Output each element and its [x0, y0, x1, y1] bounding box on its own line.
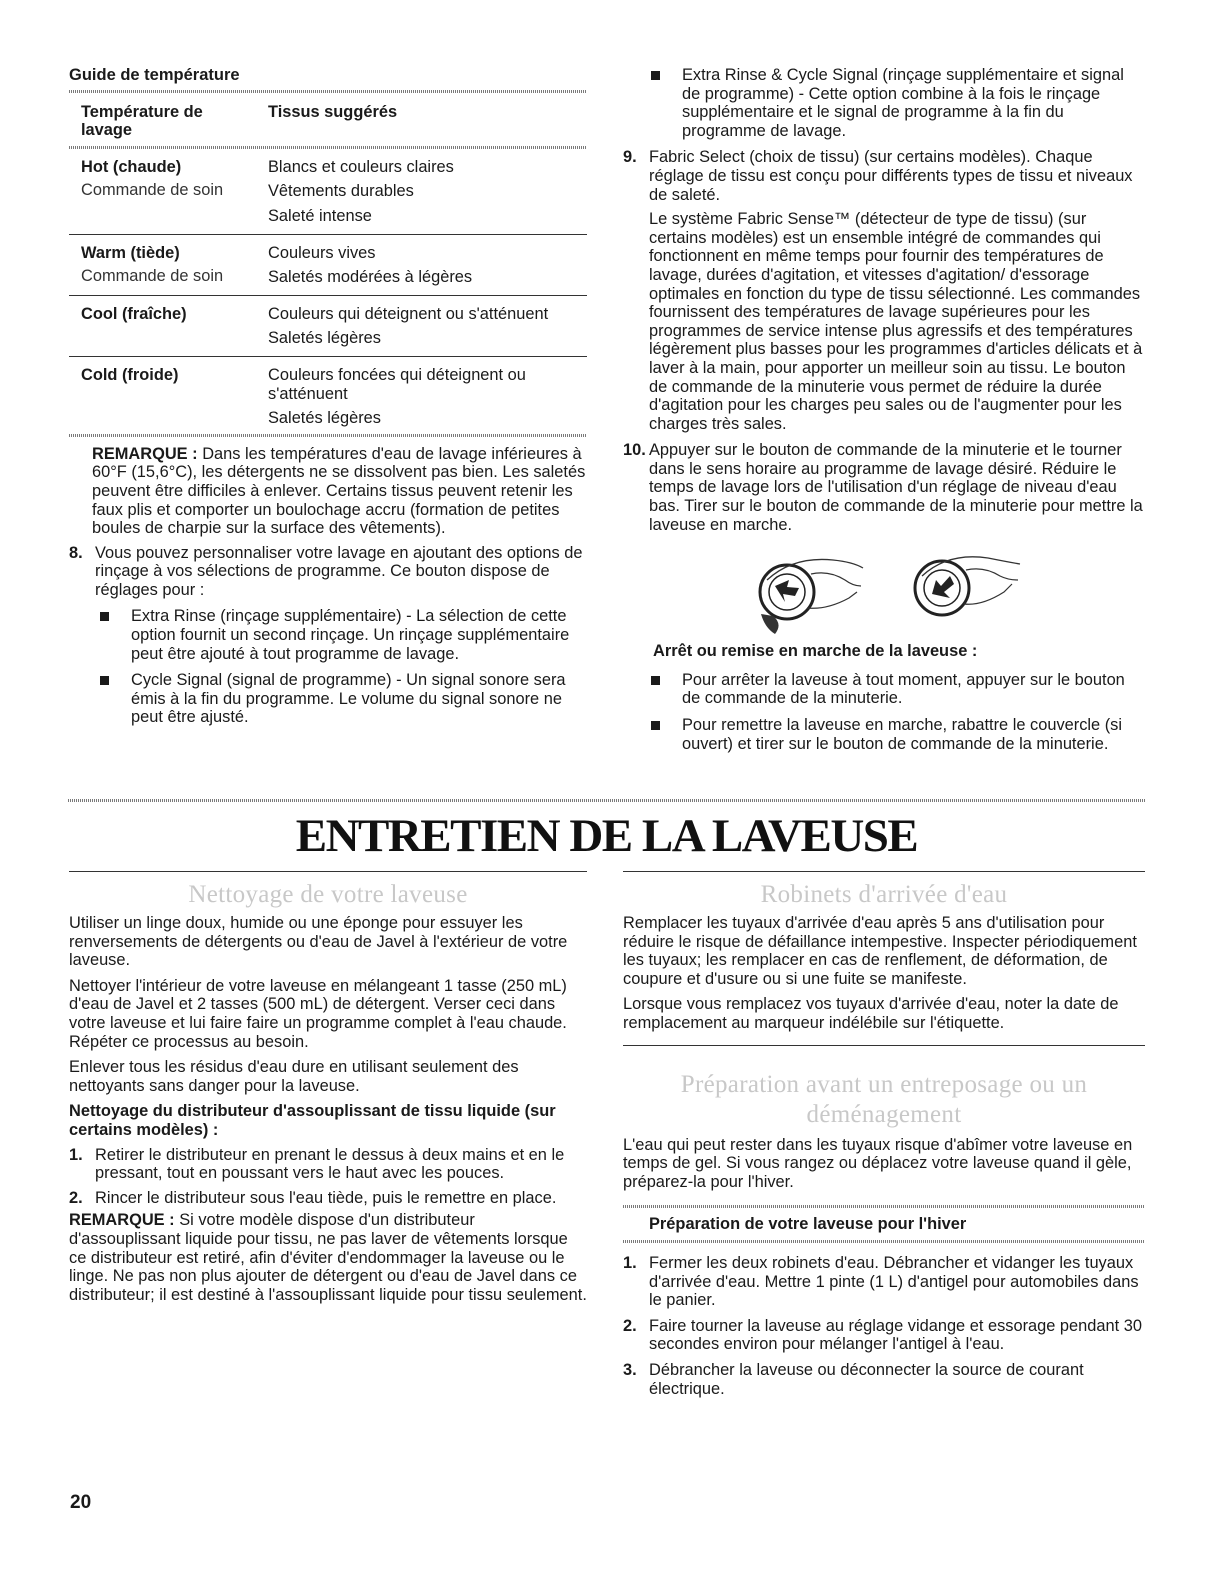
bullet-icon: [100, 676, 109, 685]
step-item: [69, 1189, 587, 1208]
temp-sublabel: Commande de soin: [81, 181, 224, 200]
subheading: Préparation de votre laveuse pour l'hiver: [649, 1215, 967, 1234]
bullet-icon: [651, 721, 660, 730]
instruction-item-9: [623, 148, 1145, 433]
section-title: Nettoyage de votre laveuse: [188, 881, 468, 908]
left-bottom-column: [69, 871, 587, 1304]
fabric-item: Vêtements durables: [268, 182, 414, 201]
step-item: [623, 1361, 1145, 1398]
subheading: Nettoyage du distributeur d'assouplissant de tissu liquide (sur certains modèles) :: [69, 1102, 556, 1139]
bullet-icon: [651, 676, 660, 685]
temp-row-hot: [69, 149, 587, 235]
remarque-text: Dans les températures d'eau de lavage inférieures à 60°F (15,6°C), les détergents ne se dissolvent pas bien. Les saletés peuvent être difficiles à enlever. Certains tissus peuvent retenir les faux plis et comporter un boulochage accru (formation de petites boules de charpie sur la surface des vêtements).: [92, 444, 586, 538]
paragraph: Lorsque vous remplacez vos tuyaux d'arrivée d'eau, noter la date de remplacement au marqueur indélébile sur l'étiquette.: [623, 995, 1119, 1032]
remarque-label: REMARQUE :: [69, 1211, 175, 1230]
item-text: Appuyer sur le bouton de commande de la minuterie et le tourner dans le sens horaire au programme de lavage désiré. Réduire le temps de lavage lors de l'utilisation d'un réglage de niveau d'eau bas. Tirer sur le bouton de commande de la minuterie pour mettre la laveuse en marche.: [649, 441, 1143, 534]
remarque-label: REMARQUE :: [92, 444, 198, 463]
stop-heading: Arrêt ou remise en marche de la laveuse :: [653, 642, 978, 661]
header-wash-temp: Température de lavage: [81, 102, 203, 140]
step-item: [69, 1146, 587, 1183]
temp-label: Cool (fraîche): [81, 304, 187, 323]
step-number: 3.: [623, 1360, 637, 1379]
fabric-item: Saleté intense: [268, 206, 372, 225]
bullet-item: Cycle Signal (signal de programme) - Un signal sonore sera émis à la fin du programme. Le volume du signal sonore ne peut être ajusté.: [95, 671, 587, 727]
step-number: 2.: [623, 1316, 637, 1335]
temp-label: Hot (chaude): [81, 157, 182, 176]
item-text: Le système Fabric Sense™ (détecteur de type de tissu) (sur certains modèles) est un ensemble intégré de commandes qui fonctionnent en même temps pour fournir des températures de lavage, durées d'agitation, et vitesses d'agitation/ d'essorage optimales en fonction du type de tissu sélectionné. Les commandes fournissent des températures de lavage supérieures pour les programmes de service intense plus agressifs et des températures légèrement plus basses pour les programmes d'articles délicats et à laver à la main, pour apporter un meilleur soin au tissu. Le bouton de commande de la minuterie vous permet de réduire la durée d'agitation pour les charges peu sales ou de l'augmenter pour les charges très sales.: [649, 210, 1143, 433]
fabric-item: Saletés légères: [268, 409, 381, 428]
temp-row-cool: [69, 296, 587, 357]
fabric-item: Blancs et couleurs claires: [268, 157, 454, 176]
divider: [623, 1205, 1145, 1208]
item-text: Fabric Select (choix de tissu) (sur certains modèles). Chaque réglage de tissu est conçu pour différents types de tissu et niveaux de saleté.: [649, 148, 1133, 204]
section-divider: [68, 799, 1145, 802]
instruction-item-10: [623, 441, 1145, 534]
step-text: Retirer le distributeur en prenant le dessus à deux mains et en le pressant, tout en poussant vers le haut avec les pouces.: [95, 1145, 565, 1183]
bullet-icon: [651, 71, 660, 80]
step-number: 1.: [69, 1145, 83, 1164]
step-text: Faire tourner la laveuse au réglage vidange et essorage pendant 30 secondes environ pour mélanger l'antigel à l'eau.: [649, 1316, 1142, 1354]
item-number: 9.: [623, 148, 637, 167]
fabric-item: Couleurs qui déteignent ou s'atténuent: [268, 304, 549, 323]
paragraph: Enlever tous les résidus d'eau dure en utilisant seulement des nettoyants sans danger pour la laveuse.: [69, 1058, 519, 1095]
step-text: Débrancher la laveuse ou déconnecter la source de courant électrique.: [649, 1360, 1084, 1398]
section-title: Robinets d'arrivée d'eau: [760, 881, 1008, 908]
step-item: [623, 1317, 1145, 1354]
paragraph: Nettoyer l'intérieur de votre laveuse en mélangeant 1 tasse (250 mL) d'eau de Javel et 2 tasses (500 mL) de détergent. Verser ceci dans votre laveuse et lui faire faire un programme complet à l'eau chaude. Répéter ce processus au besoin.: [69, 976, 567, 1051]
bullet-item: Extra Rinse (rinçage supplémentaire) - La sélection de cette option fournit un second rinçage. Un rinçage supplémentaire peut être ajouté à tout programme de lavage.: [95, 607, 587, 663]
bullet-item: Pour remettre la laveuse en marche, rabattre le couvercle (si ouvert) et tirer sur le bouton de commande de la minuterie.: [623, 716, 1145, 753]
step-text: Fermer les deux robinets d'eau. Débrancher et vidanger les tuyaux d'arrivée d'eau. Mettre 1 pinte (1 L) d'antigel pour automobiles dans le panier.: [649, 1253, 1139, 1310]
bullet-icon: [100, 612, 109, 621]
left-top-column: [69, 66, 587, 727]
section-title: Préparation avant un entreposage ou un déménagement: [680, 1070, 1088, 1128]
temp-guide-header: [69, 93, 587, 146]
divider: [69, 871, 587, 872]
fabric-item: Couleurs foncées qui déteignent ou s'atténuent: [268, 365, 526, 403]
step-number: 1.: [623, 1253, 637, 1272]
item-number: 10.: [623, 441, 646, 460]
fabric-item: Couleurs vives: [268, 243, 376, 262]
right-top-column: [623, 66, 1145, 753]
step-text: Rincer le distributeur sous l'eau tiède, puis le remettre en place.: [95, 1188, 557, 1207]
remarque-note: [92, 445, 587, 538]
right-bottom-column: [623, 871, 1145, 1398]
divider: [623, 871, 1145, 872]
paragraph: Remplacer les tuyaux d'arrivée d'eau après 5 ans d'utilisation pour réduire le risque de défaillance intempestive. Inspecter périodiquement les tuyaux; les remplacer en cas de renflement, de déformation, de coupure et d'usure ou si une fuite se manifeste.: [623, 914, 1137, 988]
item-number: 8.: [69, 543, 83, 562]
fabric-item: Saletés modérées à légères: [268, 268, 473, 287]
hand-turning-knob-icon: [623, 542, 1145, 634]
temp-label: Cold (froide): [81, 365, 179, 384]
page-number: 20: [70, 1492, 92, 1513]
bullet-item: Extra Rinse & Cycle Signal (rinçage supplémentaire et signal de programme) - Cette option combine à la fois le rinçage supplémentaire et le signal de programme à la fin du programme de lavage.: [623, 66, 1145, 140]
temp-label: Warm (tiède): [81, 243, 180, 262]
main-title: ENTRETIEN DE LA LAVEUSE: [295, 810, 918, 862]
instruction-item-8: [69, 544, 587, 727]
divider: [69, 434, 587, 437]
step-number: 2.: [69, 1188, 83, 1207]
fabric-item: Saletés légères: [268, 329, 381, 348]
remarque-note: [69, 1211, 587, 1304]
paragraph: L'eau qui peut rester dans les tuyaux risque d'abîmer votre laveuse en temps de gel. Si vous rangez ou déplacez votre laveuse quand il gèle, préparez-la pour l'hiver.: [623, 1135, 1133, 1191]
temp-sublabel: Commande de soin: [81, 267, 224, 286]
temp-row-cold: [69, 357, 587, 434]
header-fabrics: Tissus suggérés: [268, 102, 398, 121]
remarque-text: Si votre modèle dispose d'un distributeur d'assouplissant liquide pour tissu, ne pas laver de vêtements lorsque ce distributeur est retiré, afin d'éviter d'endommager la laveuse ou le linge. Ne pas non plus ajouter de détergent ou d'eau de Javel dans ce distributeur; il est destiné à l'assouplissant liquide pour tissu seulement.: [69, 1211, 587, 1304]
step-item: [623, 1254, 1145, 1310]
paragraph: Utiliser un linge doux, humide ou une éponge pour essuyer les renversements de détergents ou d'eau de Javel à l'extérieur de votre laveuse.: [69, 914, 568, 970]
divider: [623, 1045, 1145, 1046]
bullet-item: Pour arrêter la laveuse à tout moment, appuyer sur le bouton de commande de la minuterie.: [623, 671, 1145, 708]
item-text: Vous pouvez personnaliser votre lavage en ajoutant des options de rinçage à vos sélections de programme. Ce bouton dispose de réglages pour :: [95, 543, 583, 599]
divider: [623, 1240, 1145, 1243]
temp-guide-title: Guide de température: [69, 66, 240, 84]
temp-row-warm: [69, 235, 587, 296]
